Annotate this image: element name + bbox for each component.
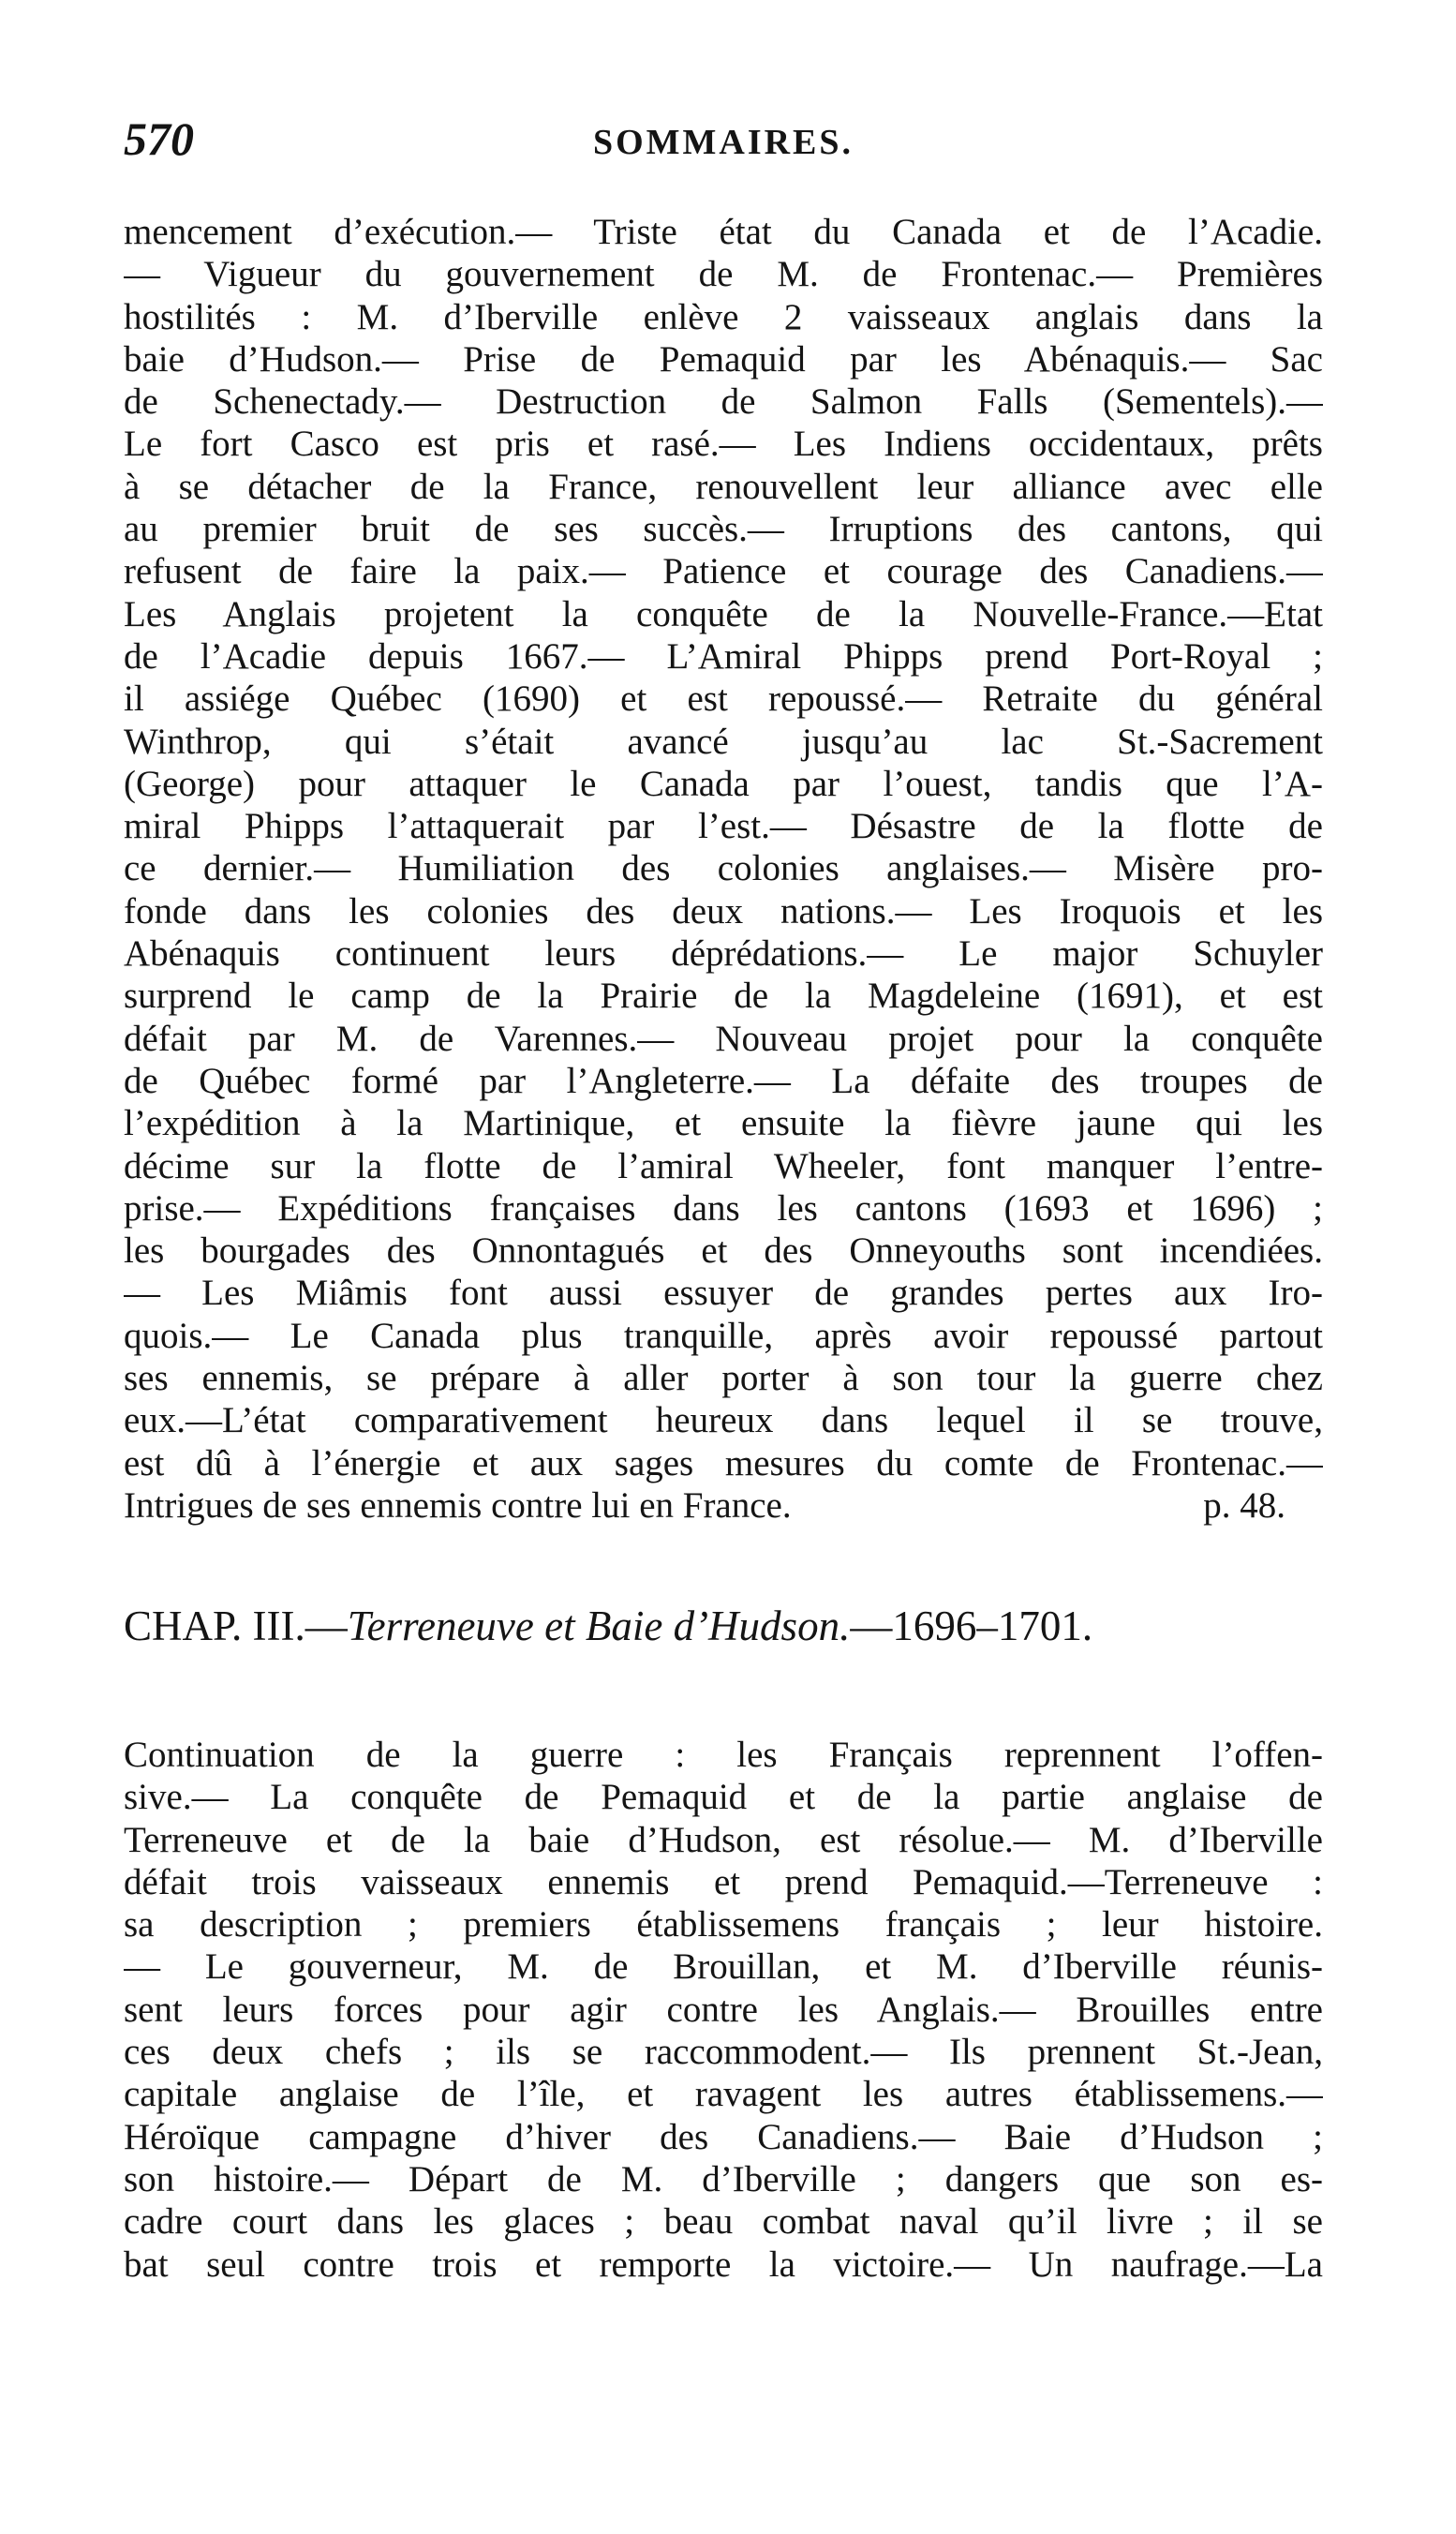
text-line: il assiége Québec (1690) et est repoussé.— Retraite du général xyxy=(124,678,1323,720)
text-line: cadre court dans les glaces ; beau combat naval qu’il livre ; il se xyxy=(124,2201,1323,2243)
text-line: au premier bruit de ses succès.— Irruptions des cantons, qui xyxy=(124,509,1323,550)
text-line: décime sur la flotte de l’amiral Wheeler, font manquer l’entre- xyxy=(124,1145,1323,1186)
summary-paragraph-chapter-2 xyxy=(124,211,1323,1527)
text-line: Winthrop, qui s’était avancé jusqu’au lac St.-Sacrement xyxy=(124,721,1323,762)
text-line: de Schenectady.— Destruction de Salmon Falls (Sementels).— xyxy=(124,381,1323,423)
text-line: de Québec formé par l’Angleterre.— La défaite des troupes de xyxy=(124,1060,1323,1101)
final-line-text: Intrigues de ses ennemis contre lui en France. xyxy=(124,1484,792,1526)
text-line: Abénaquis continuent leurs déprédations.— Le major Schuyler xyxy=(124,933,1323,975)
text-line: quois.— Le Canada plus tranquille, après avoir repoussé partout xyxy=(124,1315,1323,1356)
text-line: fonde dans les colonies des deux nations.— Les Iroquois et les xyxy=(124,890,1323,932)
text-line: mencement d’exécution.— Triste état du Canada et de l’Acadie. xyxy=(124,212,1323,252)
text-line: ses ennemis, se prépare à aller porter à son tour la guerre chez xyxy=(124,1358,1323,1399)
text-line: Héroïque campagne d’hiver des Canadiens.— Baie d’Hudson ; xyxy=(124,2116,1323,2157)
chapter-heading xyxy=(124,1598,1323,1654)
text-line: est dû à l’énergie et aux sages mesures du comte de Frontenac.— xyxy=(124,1442,1323,1483)
text-line: — Le gouverneur, M. de Brouillan, et M. d’Iberville réunis- xyxy=(124,1946,1323,1988)
text-line: capitale anglaise de l’île, et ravagent les autres établissemens.— xyxy=(124,2074,1323,2115)
chapter-title: Terreneuve et Baie d’Hudson. xyxy=(347,1602,851,1649)
text-line: ce dernier.— Humiliation des colonies anglaises.— Misère pro- xyxy=(124,848,1323,889)
text-line: sa description ; premiers établissemens français ; leur histoire. xyxy=(124,1904,1323,1945)
text-line: défait par M. de Varennes.— Nouveau projet pour la conquête xyxy=(124,1018,1323,1059)
text-line: de l’Acadie depuis 1667.— L’Amiral Phipps prend Port-Royal ; xyxy=(124,635,1323,677)
text-line: — Vigueur du gouvernement de M. de Frontenac.— Premières xyxy=(124,254,1323,295)
page-number: 570 xyxy=(124,112,194,165)
text-line: refusent de faire la paix.— Patience et courage des Canadiens.— xyxy=(124,551,1323,592)
text-line: eux.—L’état comparativement heureux dans lequel il se trouve, xyxy=(124,1400,1323,1441)
text-line: Continuation de la guerre : les Français reprennent l’offen- xyxy=(124,1735,1323,1775)
summary-paragraph-chapter-3 xyxy=(124,1734,1323,2286)
text-line: (George) pour attaquer le Canada par l’ouest, tandis que l’A- xyxy=(124,763,1323,804)
text-line: sive.— La conquête de Pemaquid et de la partie anglaise de xyxy=(124,1777,1323,1818)
text-line: miral Phipps l’attaquerait par l’est.— Désastre de la flotte de xyxy=(124,806,1323,847)
text-line: Les Anglais projetent la conquête de la Nouvelle-France.—Etat xyxy=(124,593,1323,634)
text-line-final xyxy=(124,1484,1323,1527)
text-line: les bourgades des Onnontagués et des Onneyouths sont incendiées. xyxy=(124,1230,1323,1272)
text-line: son histoire.— Départ de M. d’Iberville ; dangers que son es- xyxy=(124,2158,1323,2199)
chapter-label: CHAP. III.— xyxy=(124,1602,348,1649)
text-line: ces deux chefs ; ils se raccommodent.— Ils prennent St.-Jean, xyxy=(124,2032,1323,2073)
text-line: défait trois vaisseaux ennemis et prend Pemaquid.—Terreneuve : xyxy=(124,1861,1323,1902)
text-line: bat seul contre trois et remporte la victoire.— Un naufrage.—La xyxy=(124,2243,1323,2285)
text-line: baie d’Hudson.— Prise de Pemaquid par les Abénaquis.— Sac xyxy=(124,338,1323,380)
text-line: hostilités : M. d’Iberville enlève 2 vaisseaux anglais dans la xyxy=(124,296,1323,337)
text-line: l’expédition à la Martinique, et ensuite la fièvre jaune qui les xyxy=(124,1103,1323,1144)
text-line: surprend le camp de la Prairie de la Magdeleine (1691), et est xyxy=(124,976,1323,1017)
text-line: Le fort Casco est pris et rasé.— Les Indiens occidentaux, prêts xyxy=(124,424,1323,465)
page-header xyxy=(124,111,1323,176)
text-line: Terreneuve et de la baie d’Hudson, est résolue.— M. d’Iberville xyxy=(124,1819,1323,1860)
text-line: prise.— Expéditions françaises dans les cantons (1693 et 1696) ; xyxy=(124,1187,1323,1229)
text-line: — Les Miâmis font aussi essuyer de grandes pertes aux Iro- xyxy=(124,1273,1323,1314)
chapter-dates: —1696–1701. xyxy=(850,1602,1093,1649)
page-reference: p. 48. xyxy=(1203,1484,1285,1526)
text-line: sent leurs forces pour agir contre les Anglais.— Brouilles entre xyxy=(124,1989,1323,2030)
text-line: à se détacher de la France, renouvellent leur alliance avec elle xyxy=(124,466,1323,507)
running-head: SOMMAIRES. xyxy=(592,123,854,162)
